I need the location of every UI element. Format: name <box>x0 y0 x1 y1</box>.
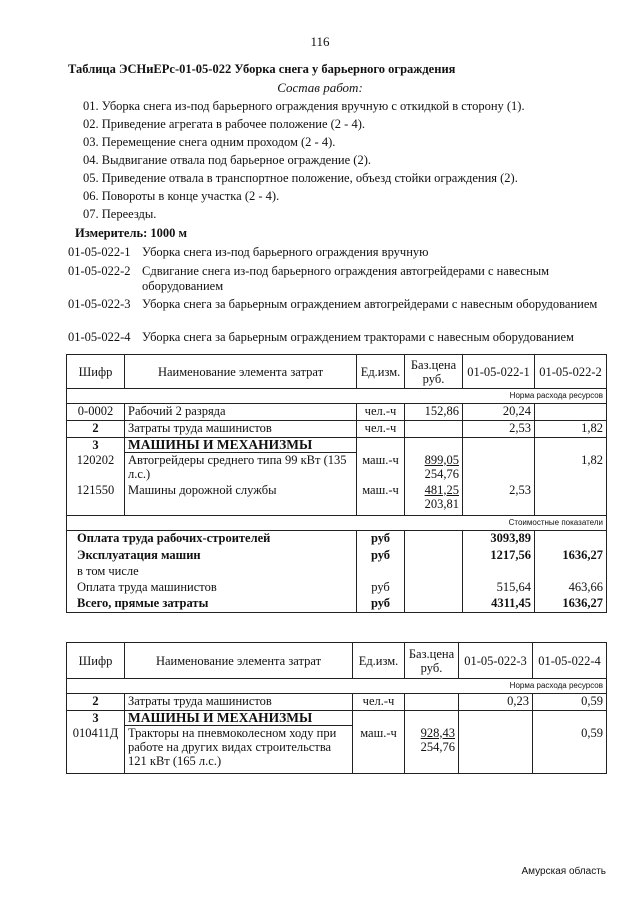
summary-value-1: 1217,56 <box>463 548 535 564</box>
row-price <box>405 421 463 438</box>
section-heading: МАШИНЫ И МЕХАНИЗМЫ <box>125 438 357 453</box>
row-value-1: 0,23 <box>459 694 533 711</box>
norm-desc: Уборка снега за барьерным ограждением тракторами с навесным оборудованием <box>142 330 574 344</box>
table-row <box>67 421 607 438</box>
table-title: Таблица ЭСНиЕРс-01-05-022 Уборка снега у барьерного ограждения <box>68 62 456 76</box>
header-name: Наименование элемента затрат <box>125 643 353 679</box>
row-name: Тракторы на пневмоколесном ходу при работе на других видах строительства 121 кВт (165 л.с.) <box>125 726 353 774</box>
norm-section-label: Норма расхода ресурсов <box>67 389 607 404</box>
row-value-1 <box>463 453 535 483</box>
norm-code: 01-05-022-1 <box>68 245 131 259</box>
summary-name: Оплата труда машинистов <box>67 580 357 596</box>
summary-row <box>67 531 607 548</box>
summary-row <box>67 580 607 596</box>
summary-row <box>67 596 607 613</box>
row-code: 2 <box>67 421 125 438</box>
meter: Измеритель: 1000 м <box>75 226 188 240</box>
resource-table-1 <box>66 354 607 613</box>
row-price-secondary: 203,81 <box>424 496 459 511</box>
header-col-2: 01-05-022-2 <box>535 355 607 389</box>
work-item: 02. Приведение агрегата в рабочее положение (2 - 4). <box>83 117 366 131</box>
row-price-primary: 928,43 <box>420 725 455 740</box>
row-value-2: 0,59 <box>533 694 607 711</box>
header-name: Наименование элемента затрат <box>125 355 357 389</box>
summary-name: Эксплуатация машин <box>67 548 357 564</box>
summary-value-2: 463,66 <box>535 580 607 596</box>
page-number: 116 <box>310 34 330 49</box>
row-value-1: 2,53 <box>463 483 535 516</box>
row-price-primary: 481,25 <box>424 482 459 497</box>
work-item: 03. Перемещение снега одним проходом (2 - 4). <box>83 135 336 149</box>
row-name: Рабочий 2 разряда <box>125 404 357 421</box>
row-unit: маш.-ч <box>357 483 405 516</box>
table-row <box>67 726 607 774</box>
header-col-1: 01-05-022-3 <box>459 643 533 679</box>
row-unit: чел.-ч <box>353 694 405 711</box>
summary-unit: руб <box>357 596 405 613</box>
norm-desc: Сдвигание снега из-под барьерного ограждения автогрейдерами с навесным оборудованием <box>142 264 550 293</box>
row-price-secondary: 254,76 <box>420 739 455 754</box>
row-unit: чел.-ч <box>357 421 405 438</box>
summary-name: Всего, прямые затраты <box>67 596 357 613</box>
norm-code: 01-05-022-3 <box>68 297 131 311</box>
work-item: 04. Выдвигание отвала под барьерное ограждение (2). <box>83 153 371 167</box>
work-item: 05. Приведение отвала в транспортное положение, объезд стойки ограждения (2). <box>83 171 518 185</box>
work-item: 01. Уборка снега из-под барьерного ограждения вручную с откидкой в сторону (1). <box>83 99 525 113</box>
row-value-2 <box>535 483 607 516</box>
summary-value-1: 515,64 <box>463 580 535 596</box>
norm-code: 01-05-022-2 <box>68 264 131 278</box>
norm-section-label: Норма расхода ресурсов <box>67 679 607 694</box>
summary-name: Оплата труда рабочих-строителей <box>67 531 357 548</box>
row-code: 3 <box>67 711 125 726</box>
cost-section-label: Стоимостные показатели <box>67 516 607 531</box>
footer-region: Амурская область <box>521 866 606 877</box>
section-heading: МАШИНЫ И МЕХАНИЗМЫ <box>125 711 353 726</box>
work-item: 07. Переезды. <box>83 207 157 221</box>
row-price-secondary: 254,76 <box>424 466 459 481</box>
row-unit: маш.-ч <box>357 453 405 483</box>
table-row <box>67 453 607 483</box>
summary-value-2 <box>535 531 607 548</box>
header-price: Баз.цена руб. <box>405 643 459 679</box>
row-name: Машины дорожной службы <box>125 483 357 516</box>
header-code: Шифр <box>67 355 125 389</box>
header-code: Шифр <box>67 643 125 679</box>
row-code: 121550 <box>67 483 125 516</box>
summary-row <box>67 564 607 580</box>
row-code: 3 <box>67 438 125 453</box>
row-value-1 <box>459 726 533 774</box>
row-value-2: 1,82 <box>535 453 607 483</box>
row-code: 0-0002 <box>67 404 125 421</box>
summary-unit: руб <box>357 531 405 548</box>
row-value-1: 20,24 <box>463 404 535 421</box>
header-unit: Ед.изм. <box>353 643 405 679</box>
row-name: Затраты труда машинистов <box>125 694 353 711</box>
summary-value-2: 1636,27 <box>535 596 607 613</box>
norm-desc: Уборка снега из-под барьерного ограждения вручную <box>142 245 429 259</box>
row-value-2: 0,59 <box>533 726 607 774</box>
table-row <box>67 404 607 421</box>
table-row <box>67 438 607 453</box>
header-col-1: 01-05-022-1 <box>463 355 535 389</box>
row-price: 152,86 <box>405 404 463 421</box>
summary-name: в том числе <box>67 564 357 580</box>
summary-unit: руб <box>357 548 405 564</box>
row-name: Автогрейдеры среднего типа 99 кВт (135 л.с.) <box>125 453 357 483</box>
row-code: 120202 <box>67 453 125 483</box>
summary-value-2: 1636,27 <box>535 548 607 564</box>
row-price-primary: 899,05 <box>424 452 459 467</box>
composition-title: Состав работ: <box>277 80 363 95</box>
table-row <box>67 711 607 726</box>
summary-value-1: 3093,89 <box>463 531 535 548</box>
header-unit: Ед.изм. <box>357 355 405 389</box>
resource-table-2 <box>66 642 607 774</box>
table-row <box>67 694 607 711</box>
header-col-2: 01-05-022-4 <box>533 643 607 679</box>
norm-desc: Уборка снега за барьерным ограждением автогрейдерами с навесным оборудованием <box>142 297 598 311</box>
summary-value-1: 4311,45 <box>463 596 535 613</box>
table-row <box>67 483 607 516</box>
summary-unit: руб <box>357 580 405 596</box>
row-value-2 <box>535 404 607 421</box>
row-name: Затраты труда машинистов <box>125 421 357 438</box>
header-price: Баз.цена руб. <box>405 355 463 389</box>
summary-row <box>67 548 607 564</box>
row-unit: чел.-ч <box>357 404 405 421</box>
row-code: 2 <box>67 694 125 711</box>
work-item: 06. Повороты в конце участка (2 - 4). <box>83 189 280 203</box>
row-code: 010411Д <box>67 726 125 774</box>
row-unit: маш.-ч <box>353 726 405 774</box>
norm-code: 01-05-022-4 <box>68 330 131 344</box>
row-value-2: 1,82 <box>535 421 607 438</box>
row-value-1: 2,53 <box>463 421 535 438</box>
